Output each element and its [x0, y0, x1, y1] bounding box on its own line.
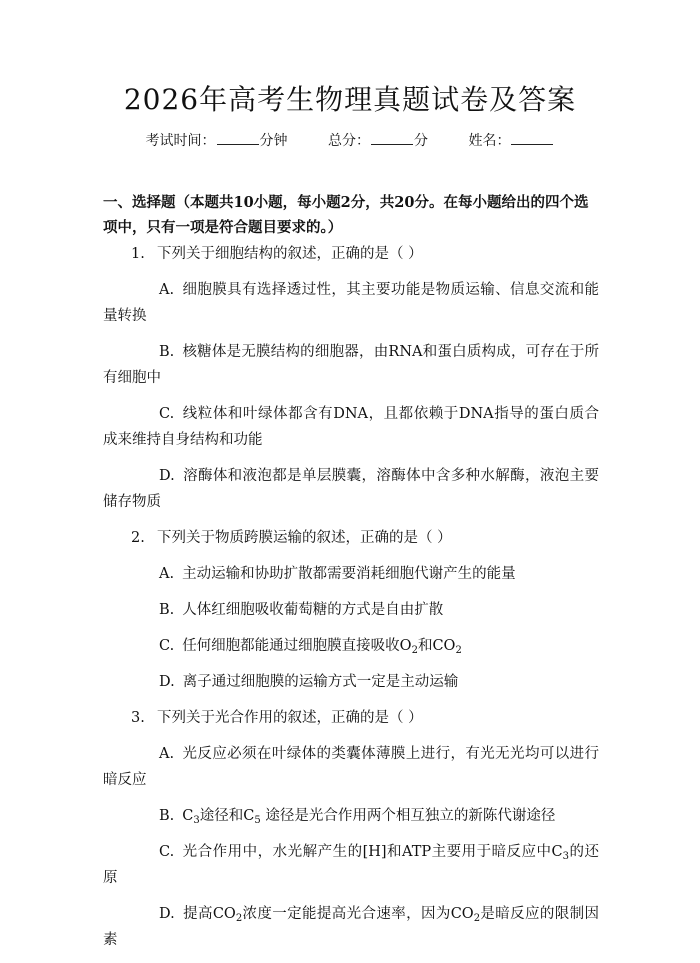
- option-text-part: 是暗反应的限制因素: [103, 906, 600, 948]
- option-letter: D.: [159, 468, 175, 484]
- option-item: [103, 901, 599, 953]
- option-item: [103, 401, 599, 453]
- question-number: 1.: [131, 246, 145, 262]
- option-item: [103, 463, 599, 515]
- option-text: 细胞膜具有选择透过性，其主要功能是物质运输、信息交流和能量转换: [103, 282, 599, 324]
- subscript: 2: [411, 645, 418, 656]
- option-letter: B.: [159, 808, 175, 824]
- option-text-part: C: [182, 808, 194, 824]
- subscript: 5: [254, 815, 261, 826]
- option-text-part: 的还原: [103, 844, 599, 886]
- question-stem: [103, 525, 599, 551]
- option-text-part: 途径是光合作用两个相互独立的新陈代谢途径: [260, 808, 556, 824]
- option-text: 人体红细胞吸收葡萄糖的方式是自由扩散: [182, 602, 444, 618]
- subscript: 3: [193, 815, 200, 826]
- option-item: [103, 741, 599, 793]
- question-stem: [103, 241, 599, 267]
- total-score-field: [328, 130, 428, 151]
- option-text-part: 途径和C: [199, 808, 255, 824]
- section-heading: 一、选择题（本题共10小题，每小题2分，共20分。在每小题给出的四个选项中，只有一项是符合题目要求的。）: [103, 194, 589, 236]
- option-text-part: 提高CO: [182, 906, 236, 922]
- exam-time-blank: [217, 130, 259, 145]
- option-item: [103, 669, 599, 695]
- question-number: 3.: [131, 710, 145, 726]
- option-letter: D.: [159, 906, 175, 922]
- question-list: [103, 241, 599, 963]
- question-number: 2.: [131, 530, 145, 546]
- option-item: [103, 339, 599, 391]
- option-item: [103, 597, 599, 623]
- question-text: 下列关于物质跨膜运输的叙述，正确的是（ ）: [157, 530, 452, 546]
- question-text: 下列关于细胞结构的叙述，正确的是（ ）: [157, 246, 423, 262]
- option-text: 主动运输和协助扩散都需要消耗细胞代谢产生的能量: [182, 566, 516, 582]
- option-text-part: 任何细胞都能通过细胞膜直接吸收O: [182, 638, 412, 654]
- student-name-blank: [511, 130, 553, 145]
- option-text: [182, 638, 462, 654]
- option-text: [103, 844, 599, 886]
- total-score-blank: [371, 130, 413, 145]
- question-stem: [103, 705, 599, 731]
- total-score-unit: 分: [414, 133, 428, 149]
- option-item: [103, 839, 599, 891]
- exam-time-field: [146, 130, 288, 151]
- subscript: 2: [235, 913, 243, 924]
- exam-info-line: [0, 130, 700, 151]
- option-text: 溶酶体和液泡都是单层膜囊，溶酶体中含多种水解酶，液泡主要储存物质: [103, 468, 599, 510]
- exam-time-unit: 分钟: [259, 133, 288, 149]
- subscript: 2: [455, 645, 462, 656]
- option-letter: C.: [159, 406, 175, 422]
- exam-title: 2026年高考生物理真题试卷及答案: [123, 83, 577, 116]
- option-text-part: 浓度一定能提高光合速率，因为CO: [242, 906, 474, 922]
- option-text-part: 光合作用中，水光解产生的[H]和ATP主要用于暗反应中C: [182, 844, 563, 860]
- option-text: 离子通过细胞膜的运输方式一定是主动运输: [182, 674, 459, 690]
- option-text: [182, 808, 555, 824]
- option-text: [103, 906, 599, 948]
- option-text: 光反应必须在叶绿体的类囊体薄膜上进行，有光无光均可以进行暗反应: [103, 746, 599, 788]
- exam-time-label: 考试时间：: [145, 133, 216, 149]
- option-item: [103, 561, 599, 587]
- option-item: [103, 633, 599, 659]
- option-letter: A.: [159, 746, 175, 762]
- option-text: 线粒体和叶绿体都含有DNA，且都依赖于DNA指导的蛋白质合成来维持自身结构和功能: [103, 406, 599, 448]
- option-item: [103, 803, 599, 829]
- option-letter: C.: [159, 638, 175, 654]
- student-name-field: [468, 130, 554, 151]
- total-score-label: 总分：: [328, 133, 370, 149]
- option-letter: B.: [159, 344, 175, 360]
- option-letter: B.: [159, 602, 175, 618]
- question-text: 下列关于光合作用的叙述，正确的是（ ）: [157, 710, 423, 726]
- option-letter: A.: [159, 282, 175, 298]
- subscript: 3: [562, 851, 570, 862]
- subscript: 2: [473, 913, 481, 924]
- option-letter: D.: [159, 674, 175, 690]
- option-letter: A.: [159, 566, 175, 582]
- option-text-part: 和CO: [417, 638, 456, 654]
- option-letter: C.: [159, 844, 175, 860]
- student-name-label: 姓名：: [468, 133, 511, 149]
- option-item: [103, 277, 599, 329]
- option-text: 核糖体是无膜结构的细胞器，由RNA和蛋白质构成，可存在于所有细胞中: [103, 344, 599, 386]
